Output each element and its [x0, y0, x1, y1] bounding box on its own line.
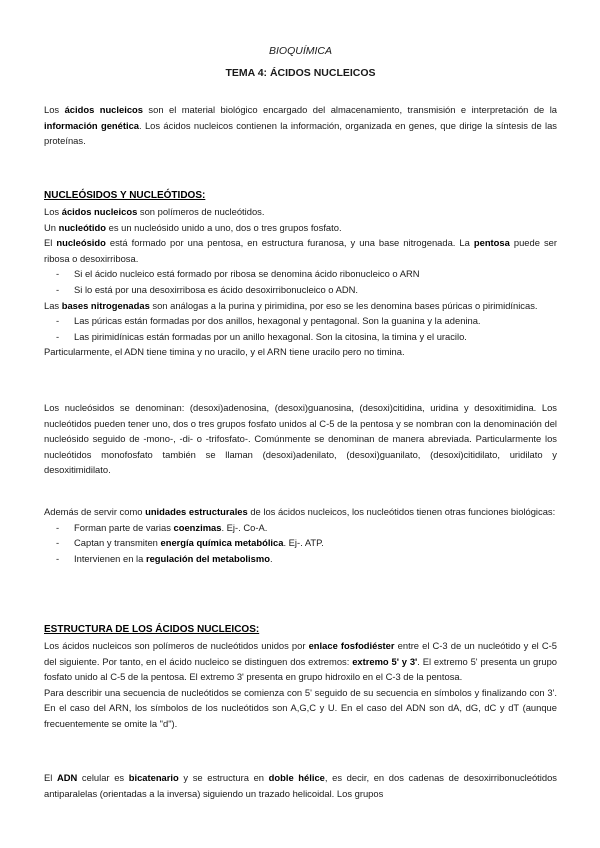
- paragraph: Además de servir como unidades estructurales de los ácidos nucleicos, los nucleótidos tienen otras funciones biológicas:: [44, 506, 556, 517]
- nomenclature-paragraph: Los nucleósidos se denominan: (desoxi)adenosina, (desoxi)guanosina, (desoxi)citidina, uridina y desoxitimidina. Los nucleótidos pueden tener uno, dos o tres grupos fosfato unidos al C-5 de la pentosa y se nombran con la denominación del nucleósido seguido de -mono-, -di- o -trifosfato-. Comúnmente se denominan de manera abreviada. Particularmente los nucleótidos monofosfato también se llaman (desoxi)adenilato, (desoxi)guanilato, (desoxi)citidilato, uridilato y desoxitimidilato.: [44, 402, 557, 476]
- intro-paragraph: Los ácidos nucleicos son el material biológico encargado del almacenamiento, transmisión e interpretación de la información genética. Los ácidos nucleicos contienen la información, organizada en genes, que dirige la síntesis de las proteínas.: [44, 104, 557, 147]
- functions-block: [44, 504, 557, 566]
- topic-title: TEMA 4: ÁCIDOS NUCLEICOS: [225, 67, 376, 79]
- section-nucleosidos-body: [44, 204, 557, 360]
- paragraph: El nucleósido está formado por una pentosa, en estructura furanosa, y una base nitrogenada. La pentosa puede ser ribosa o desoxirribosa.: [44, 237, 557, 264]
- paragraph: Las bases nitrogenadas son análogas a la purina y pirimidina, por eso se les denomina bases púricas o pirimidínicas.: [44, 299, 538, 311]
- list-item: - Captan y transmiten energía química metabólica. Ej-. ATP.: [44, 535, 557, 551]
- section-heading-nucleosidos: NUCLEÓSIDOS Y NUCLEÓTIDOS:: [44, 190, 206, 201]
- functions-list: [44, 520, 557, 567]
- list-item: - Las pirimidínicas están formadas por un anillo hexagonal. Son la citosina, la timina y el uracilo.: [44, 329, 557, 345]
- list-item: - Las púricas están formadas por dos anillos, hexagonal y pentagonal. Son la guanina y la adenina.: [44, 313, 557, 329]
- pentose-list: [44, 266, 557, 297]
- section-heading-estructura: ESTRUCTURA DE LOS ÁCIDOS NUCLEICOS:: [44, 624, 260, 635]
- list-item: - Si lo está por una desoxirribosa es ácido desoxirribonucleico o ADN.: [44, 282, 557, 298]
- paragraph: Los ácidos nucleicos son polímeros de nucleótidos unidos por enlace fosfodiéster entre el C-3 de un nucleótido y el C-5 del siguiente. Por tanto, en el ácido nucleico se distinguen dos extremos: extremo 5' y 3'. El extremo 5' presenta un grupo fosfato unido al C-5 de la pentosa. El extremo 3' presenta en grupo hidroxilo en el C-3 de la pentosa.: [44, 640, 558, 683]
- double-helix-paragraph: El ADN celular es bicatenario y se estructura en doble hélice, es decir, en dos cadenas de desoxirribonucleótidos antiparalelas (orientadas a la inversa) siguiendo un trazado helicoidal. Los grupos: [44, 772, 557, 799]
- bases-list: [44, 313, 557, 344]
- paragraph: Particularmente, el ADN tiene timina y no uracilo, y el ARN tiene uracilo pero no timina.: [44, 346, 405, 358]
- paragraph: Los ácidos nucleicos son polímeros de nucleótidos.: [44, 206, 265, 217]
- list-item: - Si el ácido nucleico está formado por ribosa se denomina ácido ribonucleico o ARN: [44, 266, 557, 282]
- subject-title: BIOQUÍMICA: [268, 45, 332, 57]
- list-item: - Forman parte de varias coenzimas. Ej-. Co-A.: [44, 520, 557, 536]
- list-item: - Intervienen en la regulación del metabolismo.: [44, 551, 557, 567]
- paragraph: Para describir una secuencia de nucleótidos se comienza con 5' seguido de su secuencia en símbolos y finalizando con 3'. En el caso del ARN, los símbolos de los nucleótidos son A,G,C y U. En el caso del ADN son dA, dG, dC y dT (aunque frecuentemente se omite la "d").: [44, 686, 557, 729]
- section-estructura-body: [44, 638, 557, 732]
- paragraph: Un nucleótido es un nucleósido unido a uno, dos o tres grupos fosfato.: [44, 221, 342, 233]
